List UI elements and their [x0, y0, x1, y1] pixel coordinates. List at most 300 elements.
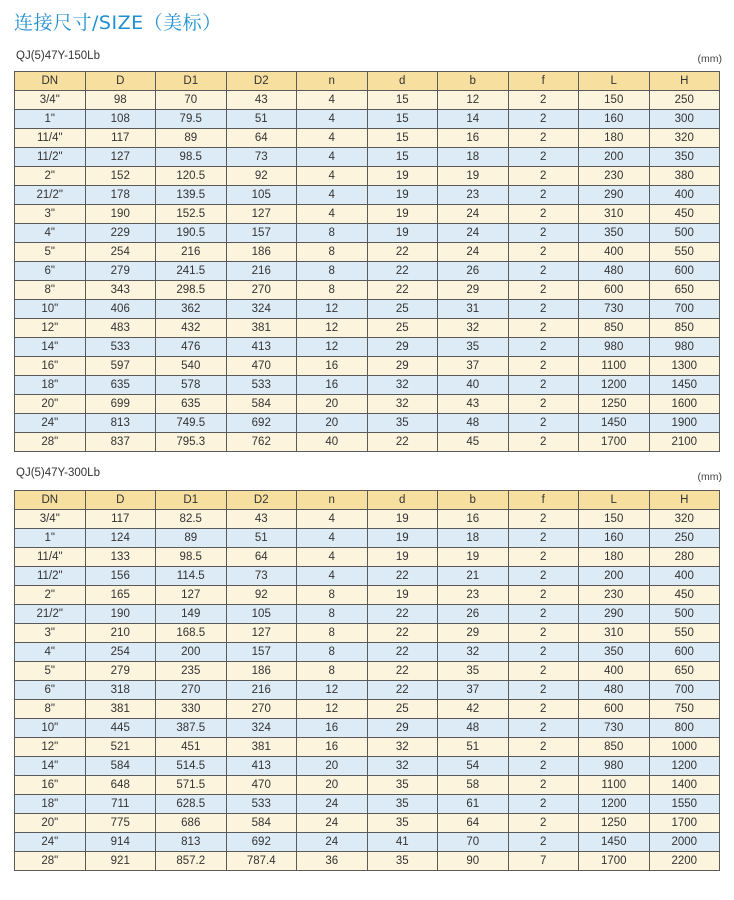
- table-cell: 14": [15, 757, 86, 776]
- table-cell: 857.2: [156, 852, 227, 871]
- table-cell: 533: [226, 376, 297, 395]
- table-cell: 650: [649, 281, 720, 300]
- table-cell: 22: [367, 624, 438, 643]
- table-cell: 2: [508, 433, 579, 452]
- table-cell: 2: [508, 243, 579, 262]
- table-cell: 4: [297, 510, 368, 529]
- table-cell: 18: [438, 529, 509, 548]
- table-cell: 2100: [649, 433, 720, 452]
- table-cell: 23: [438, 186, 509, 205]
- table-cell: 381: [226, 319, 297, 338]
- table-cell: 2: [508, 814, 579, 833]
- table-cell: 8: [297, 586, 368, 605]
- table-row: [15, 338, 720, 357]
- table-cell: 29: [438, 281, 509, 300]
- table-cell: 2: [508, 319, 579, 338]
- table-cell: 2: [508, 129, 579, 148]
- table-cell: 324: [226, 719, 297, 738]
- table-cell: 25: [367, 319, 438, 338]
- table-cell: 12: [438, 91, 509, 110]
- table-cell: 11/2": [15, 567, 86, 586]
- table-cell: 6": [15, 262, 86, 281]
- table-cell: 700: [649, 300, 720, 319]
- table-cell: 16: [297, 376, 368, 395]
- table-row: [15, 586, 720, 605]
- table-cell: 19: [367, 529, 438, 548]
- column-header: D: [85, 491, 156, 510]
- table-cell: 4: [297, 91, 368, 110]
- table-cell: 22: [367, 567, 438, 586]
- column-header: H: [649, 72, 720, 91]
- table-cell: 387.5: [156, 719, 227, 738]
- table-cell: 4: [297, 205, 368, 224]
- table-cell: 35: [367, 814, 438, 833]
- table-cell: 37: [438, 681, 509, 700]
- table-cell: 2: [508, 700, 579, 719]
- table-cell: 1": [15, 110, 86, 129]
- table-cell: 2: [508, 605, 579, 624]
- column-header: D: [85, 72, 156, 91]
- table-cell: 32: [367, 757, 438, 776]
- table-cell: 2: [508, 662, 579, 681]
- table-cell: 180: [579, 129, 650, 148]
- table-cell: 699: [85, 395, 156, 414]
- size-table-150lb: [14, 71, 720, 452]
- table-cell: 190: [85, 205, 156, 224]
- table-cell: 216: [226, 681, 297, 700]
- table-cell: 432: [156, 319, 227, 338]
- table-cell: 16": [15, 357, 86, 376]
- table-cell: 300: [649, 110, 720, 129]
- table-cell: 290: [579, 605, 650, 624]
- table-cell: 250: [649, 529, 720, 548]
- table-cell: 20: [297, 757, 368, 776]
- table-row: [15, 395, 720, 414]
- table-cell: 476: [156, 338, 227, 357]
- table-cell: 310: [579, 624, 650, 643]
- table-cell: 600: [649, 262, 720, 281]
- table-cell: 32: [367, 738, 438, 757]
- unit-label: (mm): [697, 53, 722, 65]
- column-header: n: [297, 491, 368, 510]
- table-row: [15, 186, 720, 205]
- table-cell: 2: [508, 395, 579, 414]
- table-cell: 40: [438, 376, 509, 395]
- table-cell: 2": [15, 586, 86, 605]
- table-cell: 1600: [649, 395, 720, 414]
- table-row: [15, 757, 720, 776]
- table-cell: 22: [367, 605, 438, 624]
- table-cell: 8: [297, 224, 368, 243]
- table-cell: 108: [85, 110, 156, 129]
- table-cell: 20: [297, 395, 368, 414]
- table-cell: 2: [508, 719, 579, 738]
- table-cell: 2: [508, 681, 579, 700]
- table-cell: 571.5: [156, 776, 227, 795]
- table-cell: 2: [508, 91, 579, 110]
- table-row: [15, 643, 720, 662]
- table-cell: 152.5: [156, 205, 227, 224]
- table-cell: 635: [85, 376, 156, 395]
- column-header: DN: [15, 72, 86, 91]
- table-row: [15, 624, 720, 643]
- table-cell: 24: [438, 243, 509, 262]
- table-cell: 2: [508, 224, 579, 243]
- table-cell: 711: [85, 795, 156, 814]
- table-cell: 2: [508, 510, 579, 529]
- table-cell: 4: [297, 129, 368, 148]
- table-row: [15, 300, 720, 319]
- table-row: [15, 852, 720, 871]
- table-cell: 15: [367, 148, 438, 167]
- table-row: [15, 681, 720, 700]
- table-cell: 1200: [579, 376, 650, 395]
- table-cell: 298.5: [156, 281, 227, 300]
- table-cell: 16: [297, 738, 368, 757]
- table-cell: 20": [15, 395, 86, 414]
- table-cell: 330: [156, 700, 227, 719]
- table-cell: 216: [156, 243, 227, 262]
- table-cell: 1700: [649, 814, 720, 833]
- table-cell: 22: [367, 262, 438, 281]
- table-cell: 648: [85, 776, 156, 795]
- column-header: f: [508, 72, 579, 91]
- table-cell: 381: [85, 700, 156, 719]
- table-cell: 43: [226, 91, 297, 110]
- table-cell: 980: [579, 338, 650, 357]
- table-cell: 10": [15, 300, 86, 319]
- table-row: [15, 567, 720, 586]
- table-cell: 8: [297, 605, 368, 624]
- table-cell: 51: [226, 529, 297, 548]
- table-cell: 600: [579, 700, 650, 719]
- table-cell: 533: [226, 795, 297, 814]
- table-cell: 521: [85, 738, 156, 757]
- table-cell: 381: [226, 738, 297, 757]
- table-cell: 254: [85, 243, 156, 262]
- table-cell: 2: [508, 757, 579, 776]
- table-cell: 14": [15, 338, 86, 357]
- table-cell: 51: [438, 738, 509, 757]
- table-cell: 22: [367, 281, 438, 300]
- table-cell: 98.5: [156, 148, 227, 167]
- table-cell: 584: [226, 395, 297, 414]
- column-header: d: [367, 491, 438, 510]
- table-cell: 156: [85, 567, 156, 586]
- table-cell: 190.5: [156, 224, 227, 243]
- table-cell: 20: [297, 776, 368, 795]
- column-header: L: [579, 491, 650, 510]
- table-row: [15, 243, 720, 262]
- table-cell: 165: [85, 586, 156, 605]
- table-cell: 1450: [649, 376, 720, 395]
- table-cell: 42: [438, 700, 509, 719]
- table-cell: 2: [508, 567, 579, 586]
- table-cell: 32: [438, 643, 509, 662]
- table-cell: 280: [649, 548, 720, 567]
- table-cell: 149: [156, 605, 227, 624]
- table-cell: 12": [15, 319, 86, 338]
- column-header: f: [508, 491, 579, 510]
- table-cell: 24": [15, 833, 86, 852]
- table-cell: 254: [85, 643, 156, 662]
- table-cell: 8: [297, 662, 368, 681]
- table-cell: 24: [297, 795, 368, 814]
- table-cell: 92: [226, 167, 297, 186]
- table-cell: 1900: [649, 414, 720, 433]
- table-cell: 1450: [579, 414, 650, 433]
- table-model-label: QJ(5)47Y-300Lb: [16, 467, 100, 479]
- table-cell: 600: [579, 281, 650, 300]
- table-cell: 813: [85, 414, 156, 433]
- table-cell: 22: [367, 681, 438, 700]
- table-cell: 186: [226, 662, 297, 681]
- table-cell: 19: [367, 186, 438, 205]
- table-cell: 2: [508, 262, 579, 281]
- table-row: [15, 205, 720, 224]
- table-cell: 70: [438, 833, 509, 852]
- table-cell: 117: [85, 510, 156, 529]
- table-cell: 127: [156, 586, 227, 605]
- table-cell: 19: [438, 548, 509, 567]
- table-cell: 190: [85, 605, 156, 624]
- table-cell: 597: [85, 357, 156, 376]
- table-cell: 2: [508, 300, 579, 319]
- table-cell: 628.5: [156, 795, 227, 814]
- table-cell: 186: [226, 243, 297, 262]
- table-row: [15, 281, 720, 300]
- table-cell: 540: [156, 357, 227, 376]
- table-cell: 4": [15, 224, 86, 243]
- table-cell: 64: [226, 129, 297, 148]
- table-cell: 45: [438, 433, 509, 452]
- table-cell: 24": [15, 414, 86, 433]
- table-cell: 1250: [579, 814, 650, 833]
- table-cell: 35: [438, 662, 509, 681]
- table-row: [15, 129, 720, 148]
- table-cell: 1700: [579, 433, 650, 452]
- table-cell: 2: [508, 548, 579, 567]
- table-row: [15, 357, 720, 376]
- table-cell: 23: [438, 586, 509, 605]
- table-cell: 320: [649, 129, 720, 148]
- table-row: [15, 719, 720, 738]
- table-cell: 20": [15, 814, 86, 833]
- table-cell: 2: [508, 281, 579, 300]
- table-cell: 19: [367, 548, 438, 567]
- table-cell: 451: [156, 738, 227, 757]
- table-cell: 25: [367, 300, 438, 319]
- table-cell: 3/4": [15, 510, 86, 529]
- table-cell: 124: [85, 529, 156, 548]
- table-row: [15, 662, 720, 681]
- table-cell: 64: [226, 548, 297, 567]
- table-cell: 168.5: [156, 624, 227, 643]
- table-cell: 533: [85, 338, 156, 357]
- table-cell: 400: [649, 186, 720, 205]
- table-cell: 16: [438, 129, 509, 148]
- table-cell: 480: [579, 681, 650, 700]
- table-cell: 127: [226, 205, 297, 224]
- table-row: [15, 605, 720, 624]
- table-cell: 787.4: [226, 852, 297, 871]
- table-cell: 2: [508, 167, 579, 186]
- table-cell: 28": [15, 852, 86, 871]
- table-cell: 16: [297, 719, 368, 738]
- table-cell: 450: [649, 205, 720, 224]
- table-cell: 92: [226, 586, 297, 605]
- table-cell: 4: [297, 148, 368, 167]
- table-cell: 1700: [579, 852, 650, 871]
- table-cell: 250: [649, 91, 720, 110]
- table-cell: 600: [649, 643, 720, 662]
- table-cell: 6": [15, 681, 86, 700]
- table-cell: 2: [508, 110, 579, 129]
- table-cell: 650: [649, 662, 720, 681]
- table-cell: 29: [438, 624, 509, 643]
- table-cell: 350: [579, 643, 650, 662]
- table-cell: 157: [226, 643, 297, 662]
- table-cell: 89: [156, 529, 227, 548]
- table-cell: 3": [15, 205, 86, 224]
- table-cell: 290: [579, 186, 650, 205]
- table-cell: 35: [367, 795, 438, 814]
- table-cell: 578: [156, 376, 227, 395]
- table-cell: 200: [579, 148, 650, 167]
- table-cell: 82.5: [156, 510, 227, 529]
- table-cell: 48: [438, 719, 509, 738]
- table-cell: 1550: [649, 795, 720, 814]
- table-cell: 235: [156, 662, 227, 681]
- table-header-row: [15, 491, 720, 510]
- table-cell: 749.5: [156, 414, 227, 433]
- table-cell: 480: [579, 262, 650, 281]
- table-cell: 21/2": [15, 186, 86, 205]
- table-cell: 310: [579, 205, 650, 224]
- table-cell: 26: [438, 605, 509, 624]
- table-cell: 1200: [579, 795, 650, 814]
- table-cell: 550: [649, 243, 720, 262]
- table-cell: 35: [367, 414, 438, 433]
- table-cell: 32: [438, 319, 509, 338]
- table-cell: 24: [297, 833, 368, 852]
- table-cell: 127: [85, 148, 156, 167]
- table-cell: 5": [15, 662, 86, 681]
- table-cell: 850: [649, 319, 720, 338]
- table-cell: 980: [649, 338, 720, 357]
- table-cell: 730: [579, 300, 650, 319]
- table-cell: 2: [508, 738, 579, 757]
- table-cell: 150: [579, 91, 650, 110]
- table-cell: 2200: [649, 852, 720, 871]
- table-cell: 160: [579, 529, 650, 548]
- table-row: [15, 167, 720, 186]
- table-cell: 692: [226, 833, 297, 852]
- table-cell: 11/2": [15, 148, 86, 167]
- table-cell: 160: [579, 110, 650, 129]
- table-cell: 400: [579, 243, 650, 262]
- table-cell: 8: [297, 262, 368, 281]
- table-cell: 28": [15, 433, 86, 452]
- table-cell: 19: [367, 586, 438, 605]
- table-cell: 89: [156, 129, 227, 148]
- table-cell: 139.5: [156, 186, 227, 205]
- table-cell: 18: [438, 148, 509, 167]
- table-cell: 24: [438, 205, 509, 224]
- table-cell: 795.3: [156, 433, 227, 452]
- table-cell: 700: [649, 681, 720, 700]
- table-cell: 4: [297, 186, 368, 205]
- table-cell: 2: [508, 586, 579, 605]
- table-cell: 15: [367, 110, 438, 129]
- table-cell: 22: [367, 243, 438, 262]
- table-cell: 914: [85, 833, 156, 852]
- table-cell: 229: [85, 224, 156, 243]
- table-cell: 31: [438, 300, 509, 319]
- table-cell: 279: [85, 262, 156, 281]
- table-row: [15, 414, 720, 433]
- table-cell: 2000: [649, 833, 720, 852]
- table-cell: 36: [297, 852, 368, 871]
- table-cell: 12: [297, 681, 368, 700]
- table-cell: 19: [438, 167, 509, 186]
- table-cell: 43: [438, 395, 509, 414]
- table-cell: 26: [438, 262, 509, 281]
- table-cell: 20: [297, 414, 368, 433]
- table-cell: 64: [438, 814, 509, 833]
- table-cell: 2: [508, 205, 579, 224]
- table-cell: 1250: [579, 395, 650, 414]
- table-cell: 98.5: [156, 548, 227, 567]
- column-header: D2: [226, 491, 297, 510]
- column-header: H: [649, 491, 720, 510]
- column-header: n: [297, 72, 368, 91]
- table-cell: 350: [579, 224, 650, 243]
- table-cell: 22: [367, 433, 438, 452]
- table-cell: 120.5: [156, 167, 227, 186]
- table-cell: 178: [85, 186, 156, 205]
- table-cell: 470: [226, 776, 297, 795]
- table-cell: 3/4": [15, 91, 86, 110]
- table-cell: 400: [579, 662, 650, 681]
- table-cell: 73: [226, 148, 297, 167]
- table-cell: 14: [438, 110, 509, 129]
- column-header: D1: [156, 72, 227, 91]
- table-cell: 241.5: [156, 262, 227, 281]
- column-header: d: [367, 72, 438, 91]
- table-cell: 114.5: [156, 567, 227, 586]
- table-cell: 19: [367, 167, 438, 186]
- table-cell: 1": [15, 529, 86, 548]
- table-cell: 29: [367, 719, 438, 738]
- table-cell: 7: [508, 852, 579, 871]
- table-cell: 127: [226, 624, 297, 643]
- table-cell: 2: [508, 776, 579, 795]
- table-cell: 5": [15, 243, 86, 262]
- table-cell: 635: [156, 395, 227, 414]
- table-cell: 12: [297, 338, 368, 357]
- table-cell: 15: [367, 129, 438, 148]
- column-header: b: [438, 72, 509, 91]
- table-cell: 8: [297, 243, 368, 262]
- table-cell: 413: [226, 757, 297, 776]
- table-cell: 22: [367, 643, 438, 662]
- table-cell: 37: [438, 357, 509, 376]
- column-header: D1: [156, 491, 227, 510]
- table-cell: 12": [15, 738, 86, 757]
- table-row: [15, 262, 720, 281]
- table-cell: 400: [649, 567, 720, 586]
